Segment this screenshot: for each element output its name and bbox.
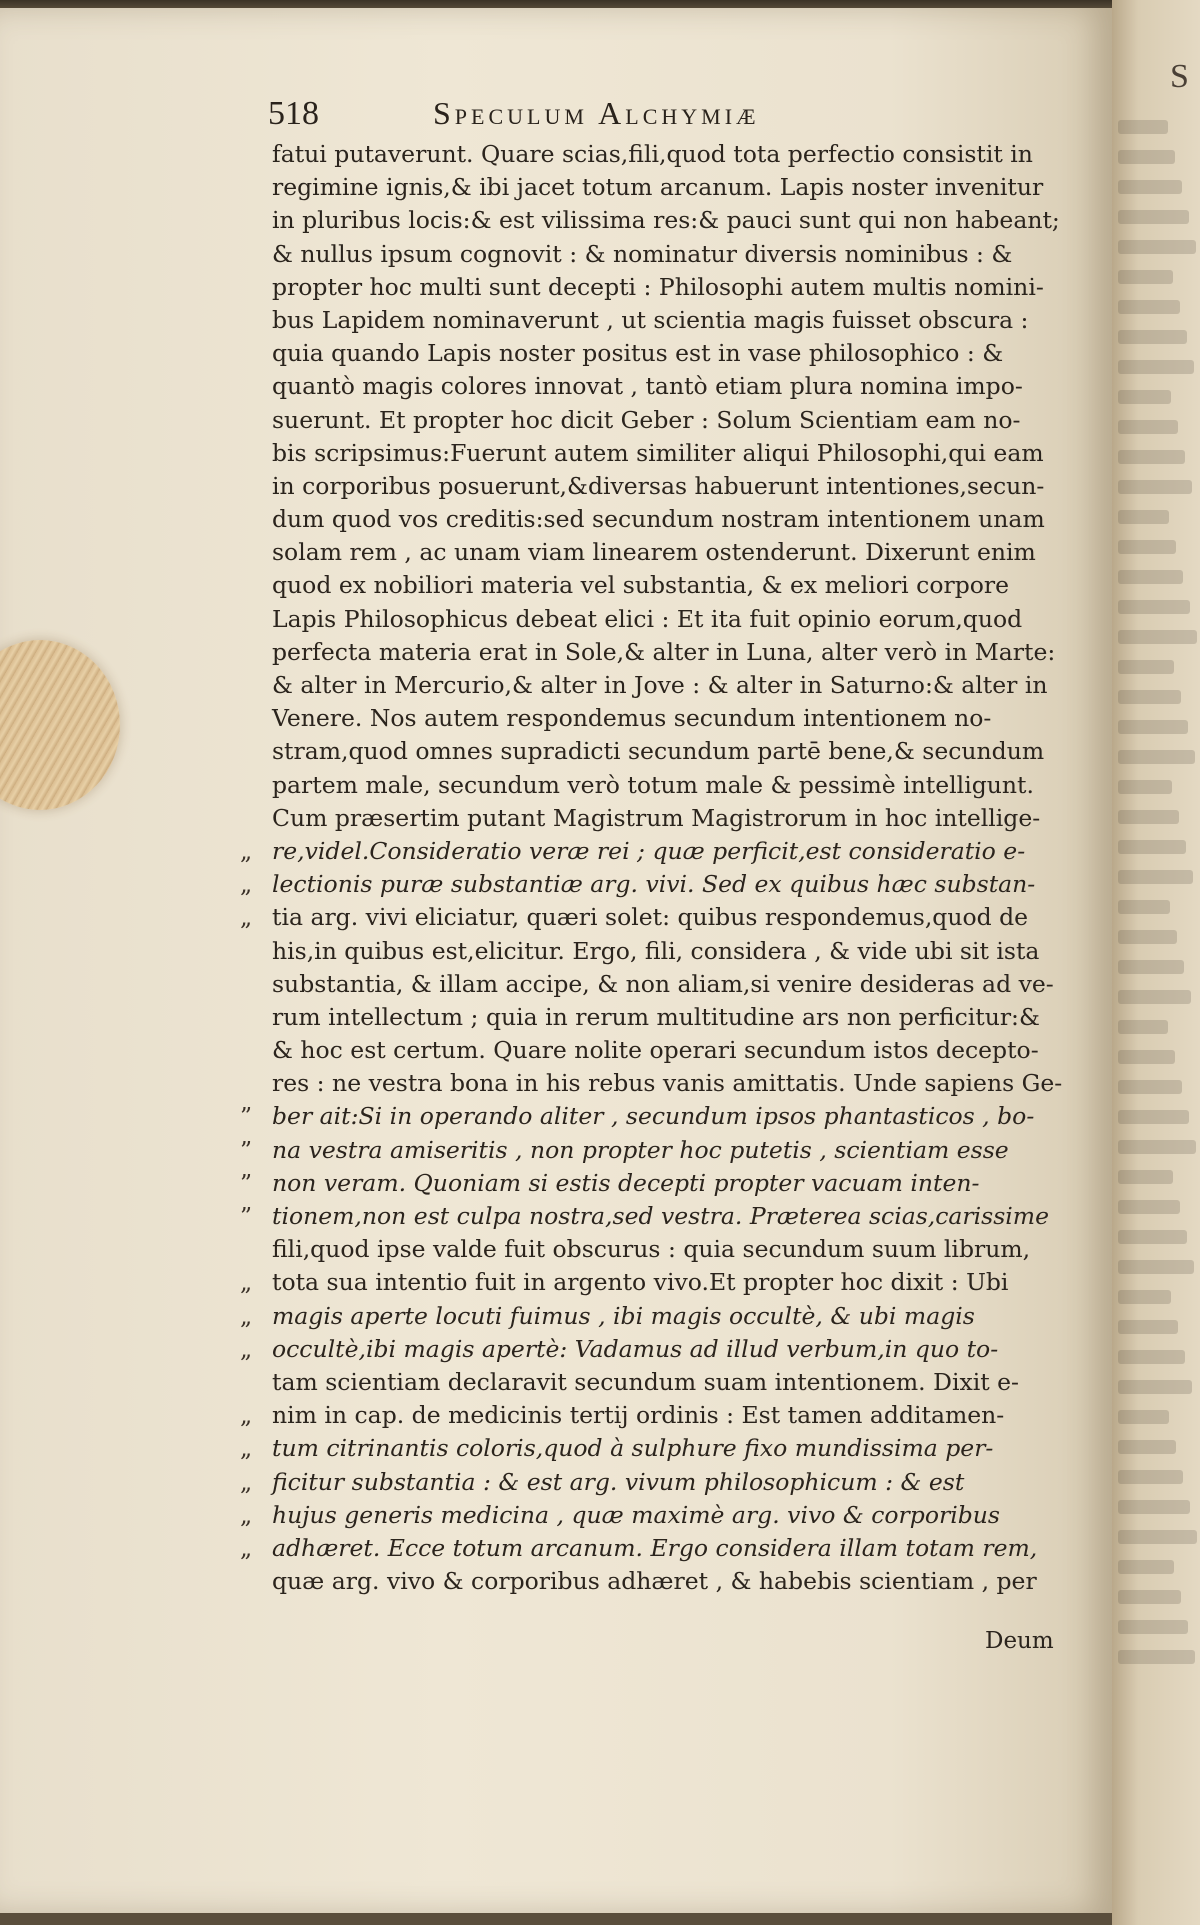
ghost-text-line <box>1118 1620 1188 1634</box>
quote-mark: „ <box>240 1401 253 1430</box>
text-line <box>240 1466 1068 1499</box>
ghost-text-line <box>1118 690 1181 704</box>
text-line <box>240 1532 1068 1565</box>
page-number: 518 <box>268 95 319 132</box>
text-line <box>240 735 1068 768</box>
ghost-text-line <box>1118 1200 1180 1214</box>
quote-mark: „ <box>240 1434 253 1463</box>
ghost-text-line <box>1118 1350 1185 1364</box>
quote-mark: „ <box>240 870 253 899</box>
text-line <box>240 1432 1068 1465</box>
ghost-text-line <box>1118 840 1186 854</box>
ghost-text-line <box>1118 960 1184 974</box>
ghost-text-line <box>1118 510 1169 524</box>
text-line <box>240 337 1068 370</box>
line-text: ber ait:Si in operando aliter , secundum ipsos phantasticos , bo- <box>272 1102 1035 1131</box>
ghost-text-line <box>1118 150 1175 164</box>
ghost-text-line <box>1118 1440 1176 1454</box>
ghost-text-line <box>1118 1530 1197 1544</box>
line-text: solam rem , ac unam viam linearem ostenderunt. Dixerunt enim <box>272 538 1036 567</box>
text-line <box>240 1233 1068 1266</box>
text-line <box>240 204 1068 237</box>
page-header <box>268 95 1068 135</box>
line-text: dum quod vos creditis:sed secundum nostram intentionem unam <box>272 505 1045 534</box>
adjacent-page-letter: S <box>1170 58 1189 95</box>
text-line <box>240 536 1068 569</box>
text-line <box>240 968 1068 1001</box>
body-text <box>240 138 1068 1598</box>
ghost-text-line <box>1118 1260 1194 1274</box>
text-line <box>240 569 1068 602</box>
line-text: quantò magis colores innovat , tantò etiam plura nomina impo- <box>272 372 1023 401</box>
text-line <box>240 171 1068 204</box>
ghost-text-line <box>1118 1560 1174 1574</box>
text-line <box>240 1100 1068 1133</box>
ghost-text-line <box>1118 1170 1173 1184</box>
ghost-text-line <box>1118 720 1188 734</box>
ghost-text-line <box>1118 990 1191 1004</box>
line-text: ficitur substantia : & est arg. vivum philosophicum : & est <box>272 1467 965 1496</box>
line-text: substantia, & illam accipe, & non aliam,si venire desideras ad ve- <box>272 969 1054 998</box>
line-text: quod ex nobiliori materia vel substantia, & ex meliori corpore <box>272 571 1010 600</box>
line-text: re,videl.Consideratio veræ rei ; quæ perficit,est consideratio e- <box>272 836 1026 865</box>
line-text: rum intellectum ; quia in rerum multitudine ars non perficitur:& <box>272 1002 1040 1031</box>
text-line <box>240 1333 1068 1366</box>
line-text: Venere. Nos autem respondemus secundum intentionem no- <box>272 704 992 733</box>
ghost-text-line <box>1118 330 1187 344</box>
ghost-text-line <box>1118 1230 1187 1244</box>
ghost-text-line <box>1118 1410 1169 1424</box>
ghost-text-line <box>1118 1110 1189 1124</box>
ghost-text-line <box>1118 240 1196 254</box>
line-text: bis scripsimus:Fuerunt autem similiter aliqui Philosophi,qui eam <box>272 438 1044 467</box>
ghost-text-line <box>1118 1080 1182 1094</box>
ghost-text-line <box>1118 1380 1192 1394</box>
line-text: res : ne vestra bona in his rebus vanis amittatis. Unde sapiens Ge- <box>272 1069 1063 1098</box>
text-line <box>240 470 1068 503</box>
line-text: partem male, secundum verò totum male & pessimè intelligunt. <box>272 770 1034 799</box>
ghost-text-line <box>1118 600 1190 614</box>
ghost-text-line <box>1118 390 1171 404</box>
line-text: perfecta materia erat in Sole,& alter in Luna, alter verò in Marte: <box>272 637 1056 666</box>
text-line <box>240 1034 1068 1067</box>
line-text: fatui putaverunt. Quare scias,fili,quod tota perfectio consistit in <box>272 140 1033 168</box>
ghost-text-line <box>1118 1320 1178 1334</box>
line-text: in corporibus posuerunt,&diversas habuerunt intentiones,secun- <box>272 471 1045 500</box>
line-text: & alter in Mercurio,& alter in Jove : & alter in Saturno:& alter in <box>272 671 1048 699</box>
text-line <box>240 1067 1068 1100</box>
ghost-text-line <box>1118 270 1173 284</box>
text-line <box>240 636 1068 669</box>
line-text: tionem,non est culpa nostra,sed vestra. Præterea scias,carissime <box>272 1202 1049 1230</box>
ghost-text-line <box>1118 450 1185 464</box>
line-text: tota sua intentio fuit in argento vivo.Et propter hoc dixit : Ubi <box>272 1268 1009 1297</box>
text-line <box>240 238 1068 271</box>
text-line <box>240 935 1068 968</box>
ghost-text-line <box>1118 1140 1196 1154</box>
quote-mark: ” <box>240 1102 253 1131</box>
quote-mark: „ <box>240 1467 253 1496</box>
line-text: adhæret. Ecce totum arcanum. Ergo considera illam totam rem, <box>272 1533 1038 1562</box>
catchword: Deum <box>985 1628 1054 1654</box>
line-text: tia arg. vivi eliciatur, quæri solet: quibus respondemus,quod de <box>272 903 1029 932</box>
text-line <box>240 1001 1068 1034</box>
text-line <box>240 1399 1068 1432</box>
line-text: quæ arg. vivo & corporibus adhæret , & habebis scientiam , per <box>272 1567 1037 1596</box>
text-line <box>240 1167 1068 1200</box>
ghost-text-line <box>1118 660 1174 674</box>
ghost-text-line <box>1118 360 1194 374</box>
line-text: regimine ignis,& ibi jacet totum arcanum. Lapis noster invenitur <box>272 173 1044 202</box>
text-line <box>240 1266 1068 1299</box>
line-text: occultè,ibi magis apertè: Vadamus ad illud verbum,in quo to- <box>272 1334 999 1363</box>
text-line <box>240 669 1068 702</box>
line-text: stram,quod omnes supradicti secundum partē bene,& secundum <box>272 737 1045 766</box>
text-line <box>240 603 1068 636</box>
text-line <box>240 1200 1068 1233</box>
line-text: tam scientiam declaravit secundum suam intentionem. Dixit e- <box>272 1367 1019 1396</box>
line-text: non veram. Quoniam si estis decepti propter vacuam inten- <box>272 1168 980 1197</box>
adjacent-page-edge <box>1112 0 1200 1925</box>
ghost-text-line <box>1118 120 1168 134</box>
text-line <box>240 404 1068 437</box>
quote-mark: ” <box>240 1168 253 1197</box>
ghost-text-line <box>1118 300 1180 314</box>
line-text: fili,quod ipse valde fuit obscurus : quia secundum suum librum, <box>272 1235 1031 1264</box>
line-text: tum citrinantis coloris,quod à sulphure fixo mundissima per- <box>272 1434 994 1463</box>
text-line <box>240 437 1068 470</box>
ghost-text-line <box>1118 750 1195 764</box>
ghost-text-line <box>1118 870 1193 884</box>
line-text: quia quando Lapis noster positus est in vase philosophico : & <box>272 339 1004 368</box>
ghost-text-line <box>1118 930 1177 944</box>
line-text: hujus generis medicina , quæ maximè arg. vivo & corporibus <box>272 1500 1000 1529</box>
text-line <box>240 370 1068 403</box>
ghost-text-line <box>1118 1020 1168 1034</box>
line-text: in pluribus locis:& est vilissima res:& pauci sunt qui non habeant; <box>272 206 1060 235</box>
text-line <box>240 1565 1068 1598</box>
ghost-text-line <box>1118 1050 1175 1064</box>
line-text: & hoc est certum. Quare nolite operari secundum istos decepto- <box>272 1036 1039 1065</box>
line-text: propter hoc multi sunt decepti : Philosophi autem multis nomini- <box>272 272 1044 301</box>
ghost-text-line <box>1118 1590 1181 1604</box>
text-line <box>240 1499 1068 1532</box>
quote-mark: „ <box>240 903 253 932</box>
text-line <box>240 835 1068 868</box>
text-line <box>240 1300 1068 1333</box>
text-line <box>240 503 1068 536</box>
ghost-text-line <box>1118 210 1189 224</box>
text-line <box>240 769 1068 802</box>
ghost-text-line <box>1118 540 1176 554</box>
line-text: nim in cap. de medicinis tertij ordinis : Est tamen additamen- <box>272 1401 1005 1430</box>
ghost-text-line <box>1118 180 1182 194</box>
text-line <box>240 802 1068 835</box>
ghost-text-line <box>1118 1470 1183 1484</box>
quote-mark: ” <box>240 1135 253 1164</box>
quote-mark: „ <box>240 1301 253 1330</box>
line-text: suerunt. Et propter hoc dicit Geber : Solum Scientiam eam no- <box>272 405 1021 434</box>
running-title: Speculum Alchymiæ <box>433 95 760 131</box>
line-text: Cum præsertim putant Magistrum Magistrorum in hoc intellige- <box>272 803 1041 832</box>
ghost-text-line <box>1118 420 1178 434</box>
line-text: magis aperte locuti fuimus , ibi magis occultè, & ubi magis <box>272 1301 975 1330</box>
quote-mark: „ <box>240 1500 253 1529</box>
ghost-text-line <box>1118 1650 1195 1664</box>
text-line <box>240 901 1068 934</box>
quote-mark: „ <box>240 1334 253 1363</box>
quote-mark: ” <box>240 1202 253 1230</box>
line-text: lectionis puræ substantiæ arg. vivi. Sed ex quibus hæc substan- <box>272 870 1036 899</box>
ghost-text-line <box>1118 810 1179 824</box>
quote-mark: „ <box>240 836 253 865</box>
ghost-text-line <box>1118 630 1197 644</box>
line-text: Lapis Philosophicus debeat elici : Et ita fuit opinio eorum,quod <box>272 604 1023 633</box>
text-line <box>240 304 1068 337</box>
line-text: & nullus ipsum cognovit : & nominatur diversis nominibus : & <box>272 239 1013 268</box>
ghost-text-line <box>1118 570 1183 584</box>
line-text: his,in quibus est,elicitur. Ergo, fili, considera , & vide ubi sit ista <box>272 936 1040 965</box>
text-line <box>240 702 1068 735</box>
line-text: bus Lapidem nominaverunt , ut scientia magis fuisset obscura : <box>272 305 1029 334</box>
quote-mark: „ <box>240 1533 253 1562</box>
text-line <box>240 868 1068 901</box>
line-text: na vestra amiseritis , non propter hoc putetis , scientiam esse <box>272 1135 1009 1164</box>
quote-mark: „ <box>240 1268 253 1297</box>
ghost-text-line <box>1118 900 1170 914</box>
ghost-text-line <box>1118 1500 1190 1514</box>
ghost-text-line <box>1118 1290 1171 1304</box>
ghost-text-line <box>1118 780 1172 794</box>
text-line <box>240 138 1068 171</box>
text-line <box>240 271 1068 304</box>
text-line <box>240 1366 1068 1399</box>
text-line <box>240 1134 1068 1167</box>
ghost-text-line <box>1118 480 1192 494</box>
